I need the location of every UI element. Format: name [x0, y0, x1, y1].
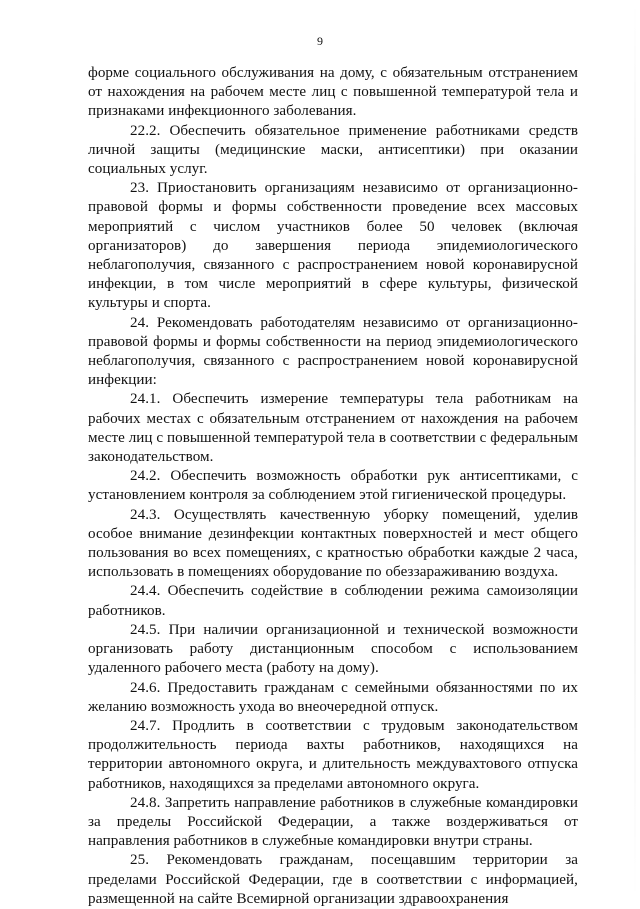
paragraph-24-8: 24.8. Запретить направление работников в служебные командировки за пределы Российской Федерации, а также воздерживаться от направления работников в служебные командировки внутри страны. [88, 794, 578, 850]
paragraph-24-6: 24.6. Предоставить гражданам с семейными обязанностями по их желанию возможность ухода во внеочередной отпуск. [88, 679, 578, 715]
paragraph-24-7: 24.7. Продлить в соответствии с трудовым законодательством продолжительность периода вахты работников, находящихся на территории автономного округа, и длительность междувахтового отпуска работников, находящихся за пределами автономного округа. [88, 717, 578, 792]
paragraph-24-3: 24.3. Осуществлять качественную уборку помещений, уделив особое внимание дезинфекции контактных поверхностей и мест общего пользования во всех помещениях, с кратностью обработки каждые 2 часа, использовать в помещениях оборудование по обеззараживанию воздуха. [88, 506, 578, 581]
paragraph-24-2: 24.2. Обеспечить возможность обработки рук антисептиками, с установлением контроля за соблюдением этой гигиенической процедуры. [88, 468, 578, 504]
paragraph-24-5: 24.5. При наличии организационной и технической возможности организовать работу дистанционным способом с использованием удаленного рабочего места (работу на дому). [88, 621, 578, 677]
paragraph-22-2: 22.2. Обеспечить обязательное применение работниками средств личной защиты (медицинские маски, антисептики) при оказании социальных услуг. [88, 122, 578, 178]
page-number: 9 [317, 34, 323, 48]
scan-edge-shadow [634, 0, 636, 905]
paragraph-25: 25. Рекомендовать гражданам, посещавшим территории за пределами Российской Федерации, где в соответствии с информацией, размещенной на сайте Всемирной организации здравоохранения [88, 852, 578, 907]
paragraph-24-1: 24.1. Обеспечить измерение температуры тела работникам на рабочих местах с обязательным отстранением от нахождения на рабочем месте лиц с повышенной температурой тела в соответствии с федеральным законодательством. [88, 391, 578, 466]
paragraph-24-4: 24.4. Обеспечить содействие в соблюдении режима самоизоляции работников. [88, 583, 578, 619]
paragraph-continuation: форме социального обслуживания на дому, с обязательным отстранением от нахождения на рабочем месте лиц с повышенной температурой тела и признаками инфекционного заболевания. [88, 65, 578, 120]
paragraph-23: 23. Приостановить организациям независимо от организационно-правовой формы и формы собственности проведение всех массовых мероприятий с числом участников более 50 человек (включая организаторов) до завершения периода эпидемиологического неблагополучия, связанного с распространением новой коронавирусной инфекции, в том числе мероприятий в сфере культуры, физической культуры и спорта. [88, 180, 578, 312]
paragraph-24: 24. Рекомендовать работодателям независимо от организационно-правовой формы и формы собственности на период эпидемиологического неблагополучия, связанного с распространением новой коронавирусной инфекции: [88, 314, 578, 389]
document-body [88, 64, 578, 909]
